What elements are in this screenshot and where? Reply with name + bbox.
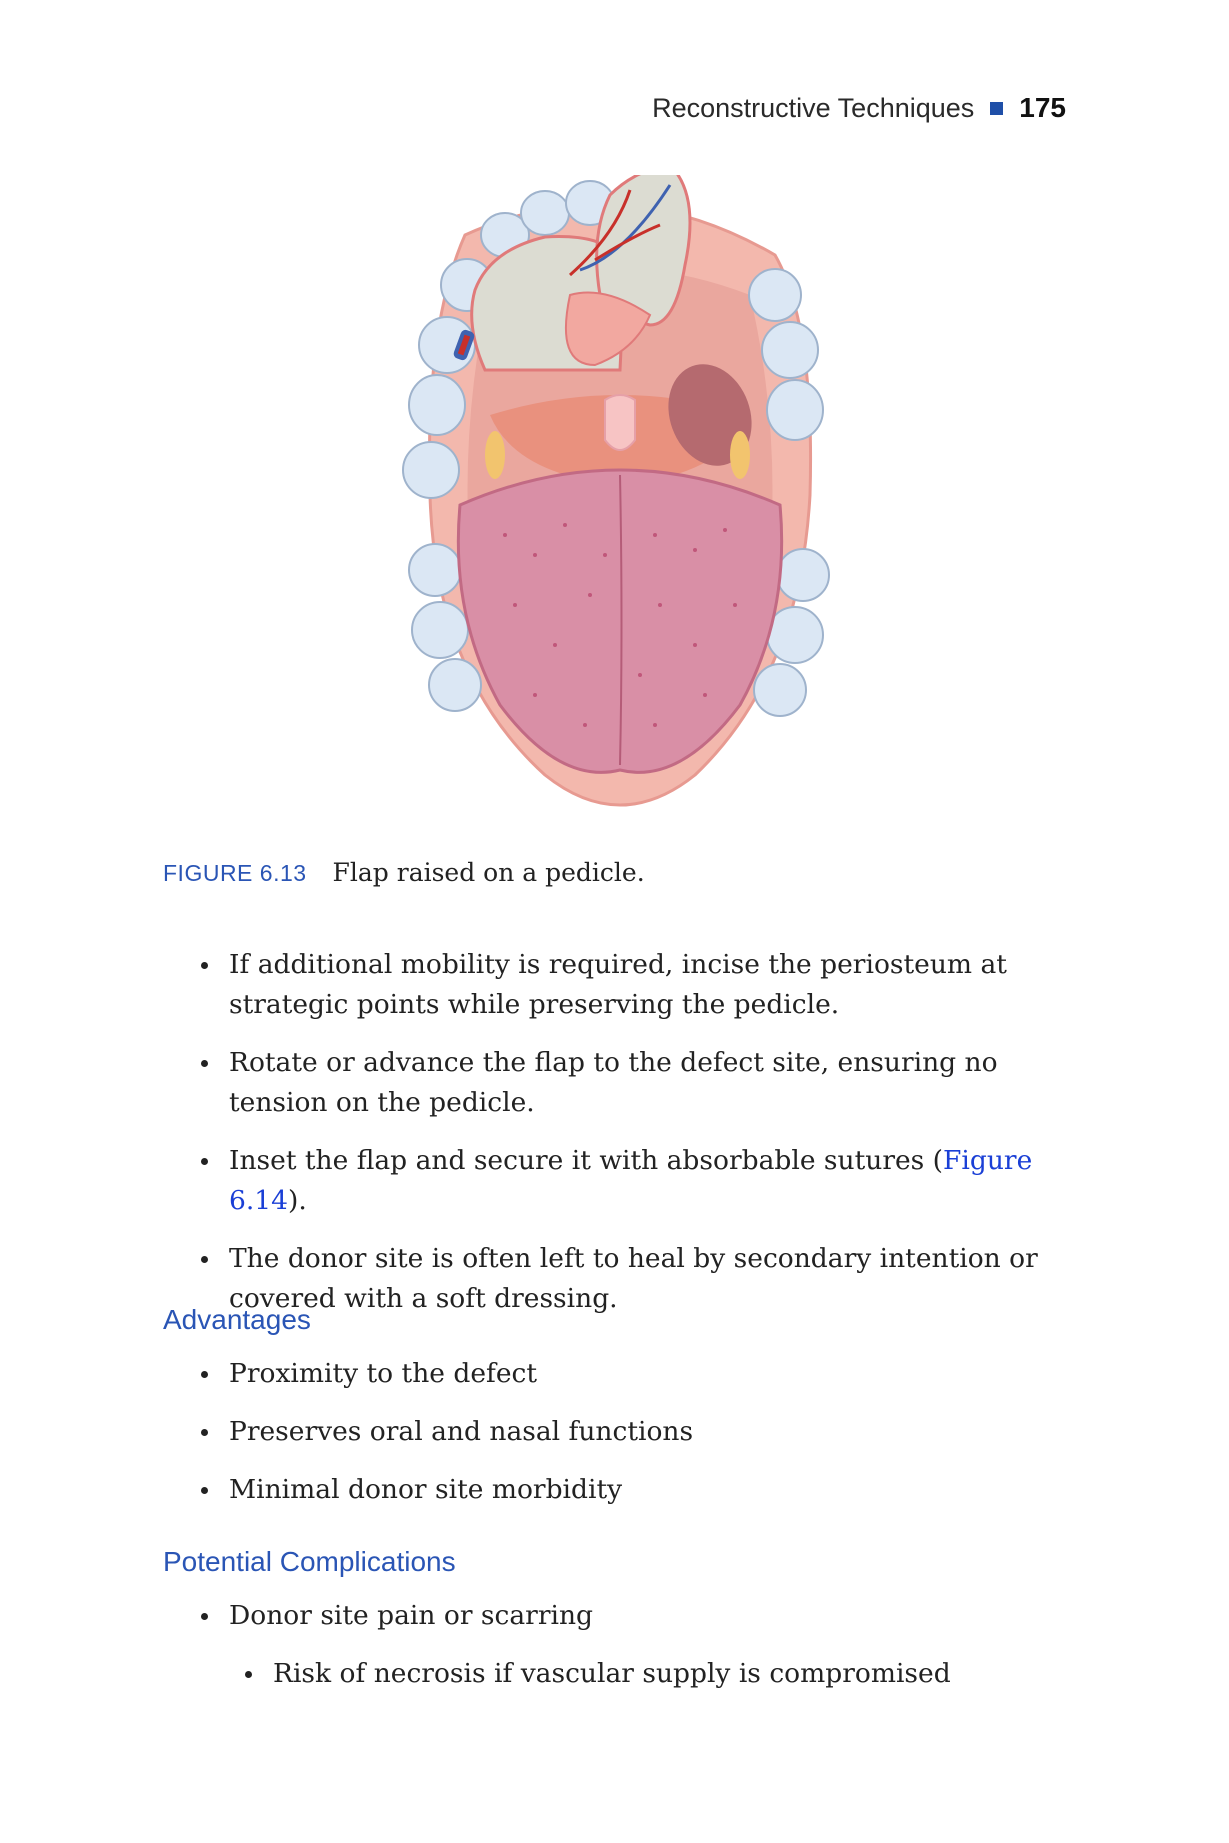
step-text: Inset the flap and secure it with absorbable sutures ( bbox=[229, 1145, 944, 1176]
list-item: Rotate or advance the flap to the defect site, ensuring no tension on the pedicle. bbox=[163, 1043, 1069, 1123]
page-number: 175 bbox=[1019, 92, 1066, 123]
list-item: Minimal donor site morbidity bbox=[163, 1470, 1069, 1510]
list-sub-item: Risk of necrosis if vascular supply is compromised bbox=[163, 1654, 1069, 1694]
right-tonsil bbox=[730, 431, 750, 479]
complications-list bbox=[163, 1596, 1069, 1694]
uvula bbox=[605, 395, 635, 450]
steps-list bbox=[163, 945, 1069, 1319]
figure-caption bbox=[163, 858, 645, 887]
running-head-square-icon bbox=[990, 102, 1003, 115]
complications-section bbox=[163, 1542, 1069, 1712]
left-tonsil bbox=[485, 431, 505, 479]
list-item: Proximity to the defect bbox=[163, 1354, 1069, 1394]
advantages-section bbox=[163, 1300, 1069, 1528]
list-item: If additional mobility is required, incise the periosteum at strategic points while preserving the pedicle. bbox=[163, 945, 1069, 1025]
running-head bbox=[652, 92, 1066, 124]
list-item: Preserves oral and nasal functions bbox=[163, 1412, 1069, 1452]
list-item: Donor site pain or scarring bbox=[163, 1596, 1069, 1636]
running-head-title: Reconstructive Techniques bbox=[652, 92, 975, 123]
oral-cavity-illustration bbox=[395, 175, 845, 835]
figure-link[interactable]: Figure 6.14 bbox=[229, 1145, 1033, 1216]
advantages-list bbox=[163, 1354, 1069, 1510]
list-item bbox=[163, 1141, 1069, 1221]
figure-caption-text: Flap raised on a pedicle. bbox=[332, 858, 645, 887]
figure-label: FIGURE 6.13 bbox=[163, 860, 307, 886]
step-text: ). bbox=[288, 1185, 307, 1216]
list-item: The donor site is often left to heal by secondary intention or covered with a soft dressing. bbox=[163, 1239, 1069, 1319]
steps-section bbox=[163, 945, 1069, 1337]
complications-heading: Potential Complications bbox=[163, 1546, 456, 1577]
advantages-heading: Advantages bbox=[163, 1304, 311, 1335]
